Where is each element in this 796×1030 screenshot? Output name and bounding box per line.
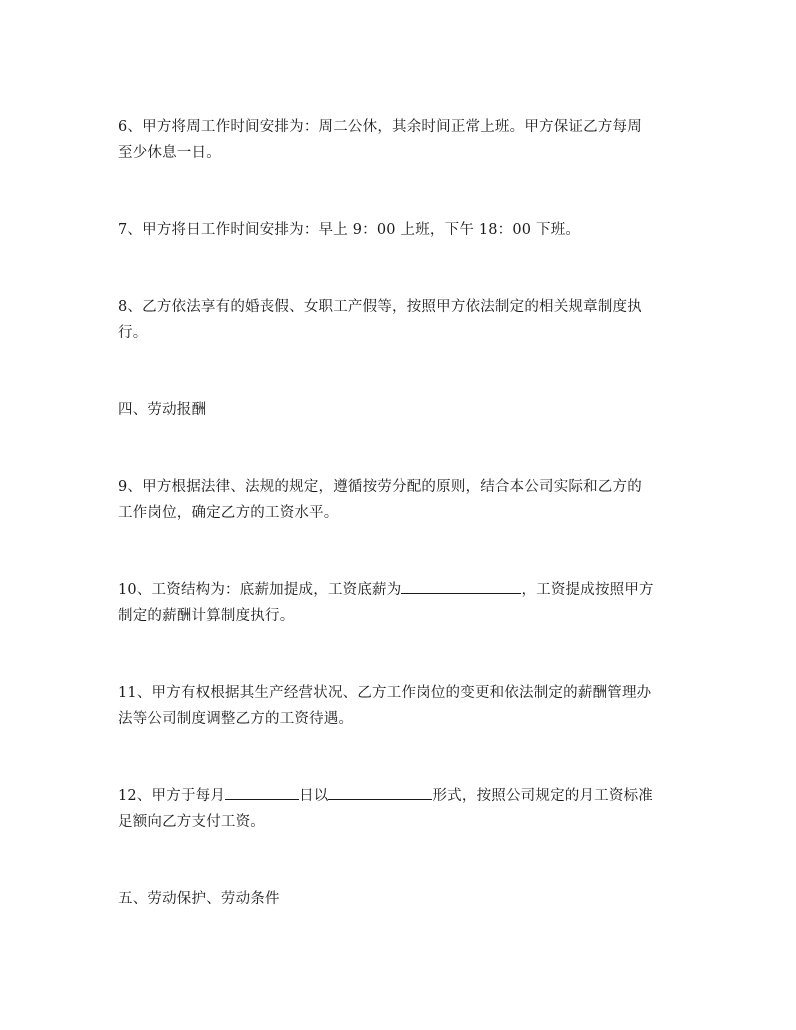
clause-6-line-2: 至少休息一日。 — [118, 145, 221, 161]
clause-9-line-2: 工作岗位，确定乙方的工资水平。 — [118, 505, 339, 521]
clause-12-part-2: 日以 — [299, 788, 329, 804]
section-heading-5-text: 五、劳动保护、劳动条件 — [118, 891, 280, 907]
clause-12-part-1: 12、甲方于每月 — [118, 788, 226, 804]
clause-10-line-2: 制定的薪酬计算制度执行。 — [118, 608, 295, 624]
clause-9-line-1: 9、甲方根据法律、法规的规定，遵循按劳分配的原则，结合本公司实际和乙方的 — [118, 479, 642, 495]
section-heading-4-text: 四、劳动报酬 — [118, 402, 207, 418]
clause-10 — [118, 577, 678, 629]
pay-day-blank[interactable] — [225, 784, 299, 800]
salary-base-blank[interactable] — [401, 578, 521, 594]
section-heading-4 — [118, 397, 678, 423]
clause-12 — [118, 783, 678, 835]
section-heading-5 — [118, 886, 678, 912]
clause-7-text: 7、甲方将日工作时间安排为：早上 9：00 上班，下午 18：00 下班。 — [118, 222, 581, 238]
clause-9 — [118, 474, 678, 526]
clause-7 — [118, 217, 678, 243]
clause-10-part-2: ，工资提成按照甲方 — [521, 582, 654, 598]
clause-8-line-2: 行。 — [118, 325, 148, 341]
clause-10-part-1: 10、工资结构为：底薪加提成，工资底薪为 — [118, 582, 402, 598]
clause-8-line-1: 8、乙方依法享有的婚丧假、女职工产假等，按照甲方依法制定的相关规章制度执 — [118, 299, 642, 315]
clause-6 — [118, 114, 678, 166]
clause-6-line-1: 6、甲方将周工作时间安排为：周二公休，其余时间正常上班。甲方保证乙方每周 — [118, 119, 642, 135]
clause-8 — [118, 294, 678, 346]
clause-12-part-3: 形式，按照公司规定的月工资标准 — [432, 788, 653, 804]
clause-11 — [118, 680, 678, 732]
clause-12-line-2: 足额向乙方支付工资。 — [118, 814, 265, 830]
pay-form-blank[interactable] — [328, 784, 432, 800]
clause-11-line-1: 11、甲方有权根据其生产经营状况、乙方工作岗位的变更和依法制定的薪酬管理办 — [118, 685, 652, 701]
clause-11-line-2: 法等公司制度调整乙方的工资待遇。 — [118, 711, 354, 727]
